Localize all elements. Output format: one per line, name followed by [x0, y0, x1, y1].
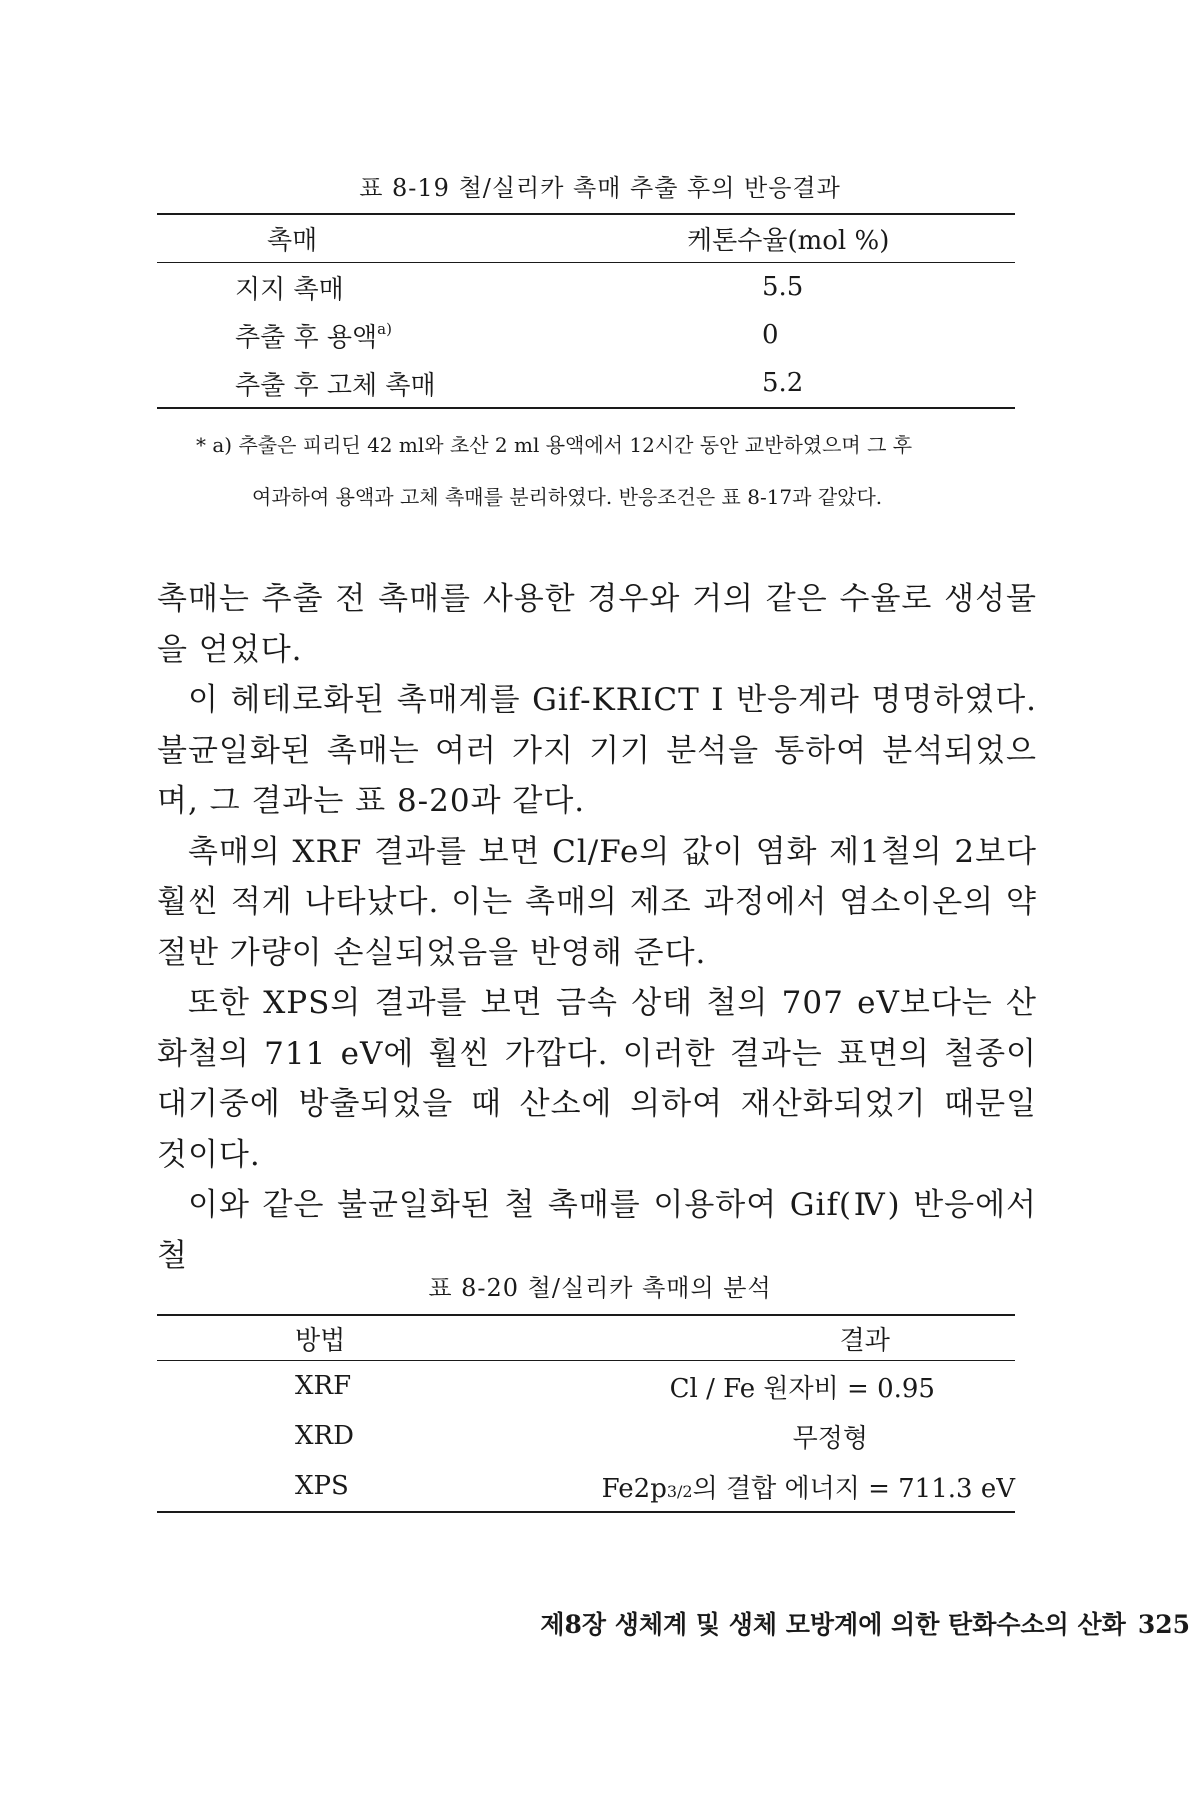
header-catalyst: 촉매: [267, 226, 318, 256]
running-footer: [0, 1605, 1200, 1641]
row-value: 0: [762, 320, 779, 350]
running-title: 제8장 생체계 및 생체 모방계에 의한 탄화수소의 산화: [540, 1610, 1126, 1639]
header-method: 방법: [295, 1325, 346, 1356]
row-result-prefix: Fe2p: [601, 1473, 667, 1504]
row-method: XPS: [295, 1471, 349, 1501]
row-result: 무정형: [792, 1423, 868, 1454]
table-8-20: [157, 1314, 1015, 1513]
table-header-row: [157, 1315, 1015, 1361]
row-label: 추출 후 고체 촉매: [235, 370, 436, 401]
row-result-cell: [565, 1361, 1015, 1412]
table-row: [157, 311, 1015, 359]
row-method: XRF: [295, 1371, 352, 1401]
paragraph: 또한 XPS의 결과를 보면 금속 상태 철의 707 eV보다는 산화철의 711 eV에 훨씬 가깝다. 이러한 결과는 표면의 철종이 대기중에 방출되었을 때 산소에 의하여 재산화되었기 때문일 것이다.: [157, 985, 1037, 1173]
row-value: 5.2: [762, 368, 804, 398]
paragraph: 이와 같은 불균일화된 철 촉매를 이용하여 Gif(Ⅳ) 반응에서 철: [157, 1187, 1037, 1274]
row-label-cell: [157, 311, 687, 359]
table-footnote-line2: 여과하여 용액과 고체 촉매를 분리하였다. 반응조건은 표 8-17과 같았다.: [252, 485, 883, 509]
table-row: [157, 1461, 1015, 1512]
table-row: [157, 263, 1015, 312]
row-label: 추출 후 용액: [235, 322, 378, 353]
table-header-row: [157, 214, 1015, 263]
row-value: 5.5: [762, 272, 804, 302]
row-label: 지지 촉매: [235, 274, 344, 305]
header-ketone-yield: 케톤수율(mol %): [687, 226, 890, 256]
row-result-subscript: 3/2: [666, 1481, 693, 1501]
body-text: [157, 574, 1037, 1281]
paragraph: 이 헤테로화된 촉매계를 Gif-KRICT I 반응계라 명명하였다. 불균일화된 촉매는 여러 가지 기기 분석을 통하여 분석되었으며, 그 결과는 표 8-20과 같다.: [157, 682, 1037, 819]
table-8-19-caption: 표 8-19 철/실리카 촉매 추출 후의 반응결과: [359, 174, 841, 202]
row-result-cell: [565, 1411, 1015, 1461]
paragraph: 촉매는 추출 전 촉매를 사용한 경우와 거의 같은 수율로 생성물을 얻었다.: [157, 581, 1037, 668]
table-row: [157, 1411, 1015, 1461]
table-footnote-line1: * a) 추출은 피리딘 42 ml와 초산 2 ml 용액에서 12시간 동안 교반하였으며 그 후: [196, 433, 913, 457]
table-row: [157, 1361, 1015, 1412]
row-method: XRD: [295, 1421, 354, 1451]
row-result: Cl / Fe 원자비 = 0.95: [669, 1373, 935, 1404]
header-result: 결과: [839, 1325, 890, 1356]
row-result-cell: [565, 1461, 1015, 1512]
paragraph: 촉매의 XRF 결과를 보면 Cl/Fe의 값이 염화 제1철의 2보다 훨씬 적게 나타났다. 이는 촉매의 제조 과정에서 염소이온의 약 절반 가량이 손실되었음을 반영해 준다.: [157, 833, 1037, 971]
table-8-19: [157, 213, 1015, 409]
footnote-marker: a): [377, 319, 392, 338]
table-row: [157, 359, 1015, 408]
table-8-20-caption: 표 8-20 철/실리카 촉매의 분석: [428, 1274, 772, 1302]
row-result-suffix: 의 결합 에너지 = 711.3 eV: [692, 1473, 1015, 1504]
page-number: 325: [1137, 1610, 1190, 1639]
